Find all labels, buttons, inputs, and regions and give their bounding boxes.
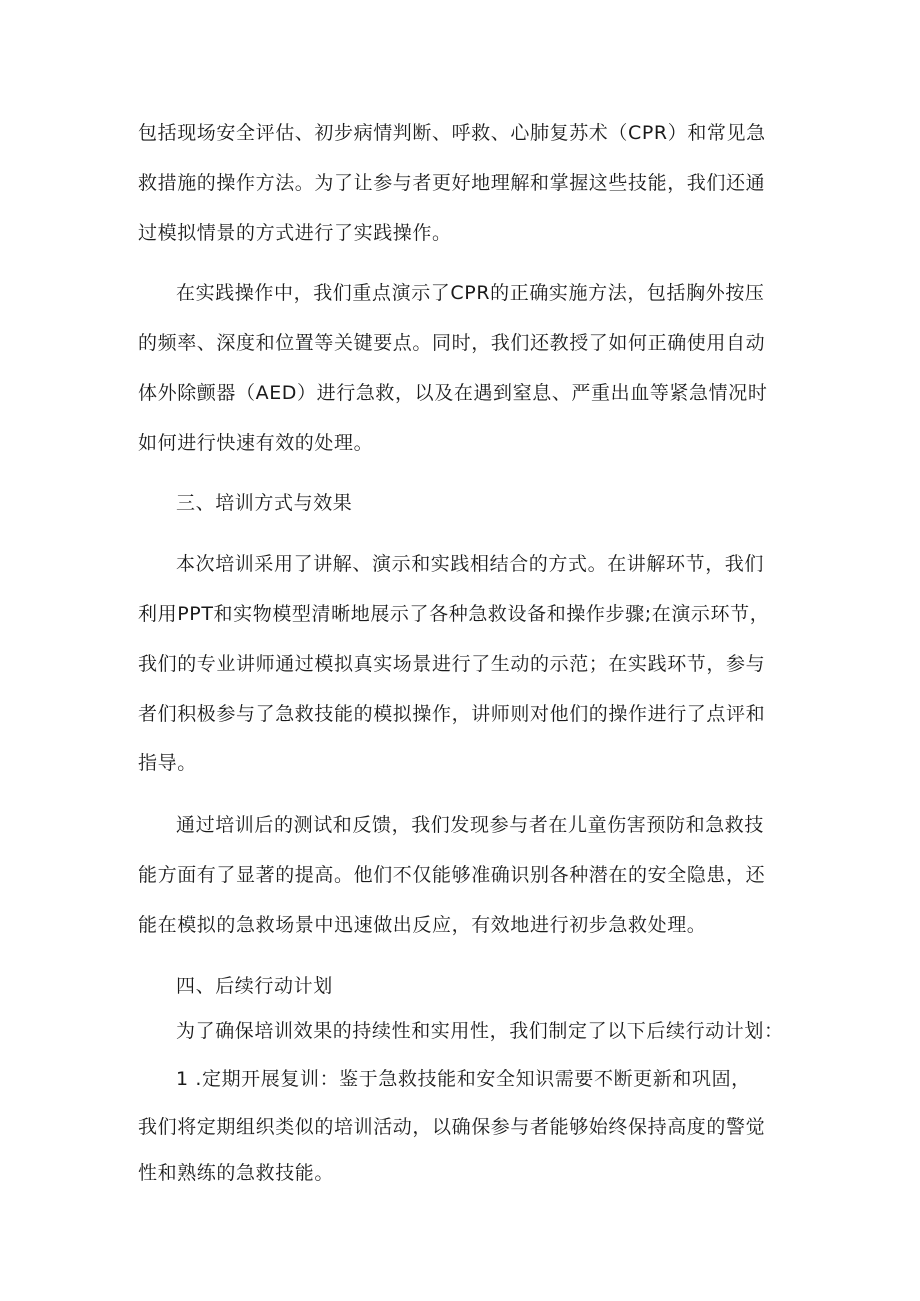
item1-line-3: 性和熟练的急救技能。 bbox=[138, 1162, 335, 1184]
para3-line-3: 我们的专业讲师通过模拟真实场景进行了生动的示范；在实践环节，参与 bbox=[138, 653, 766, 675]
para4-line-3: 能在模拟的急救场景中迅速做出反应，有效地进行初步急救处理。 bbox=[138, 914, 707, 936]
para4-line-2: 能方面有了显著的提高。他们不仅能够准确识别各种潜在的安全隐患，还 bbox=[138, 864, 766, 886]
para3-line-1: 本次培训采用了讲解、演示和实践相结合的方式。在讲解环节，我们 bbox=[176, 553, 765, 575]
para1-line-1: 包括现场安全评估、初步病情判断、呼救、心肺复苏术（CPR）和常见急 bbox=[138, 122, 766, 144]
item1-line-2: 我们将定期组织类似的培训活动，以确保参与者能够始终保持高度的警觉 bbox=[138, 1116, 766, 1138]
para2-line-1: 在实践操作中，我们重点演示了CPR的正确实施方法，包括胸外按压 bbox=[176, 282, 765, 304]
para1-line-3: 过模拟情景的方式进行了实践操作。 bbox=[138, 222, 452, 244]
section-heading-3: 三、培训方式与效果 bbox=[176, 492, 353, 514]
item1-line-1: 1 .定期开展复训：鉴于急救技能和安全知识需要不断更新和巩固， bbox=[176, 1068, 751, 1090]
para5-line-1: 为了确保培训效果的持续性和实用性，我们制定了以下后续行动计划： bbox=[176, 1020, 784, 1042]
para3-line-4: 者们积极参与了急救技能的模拟操作，讲师则对他们的操作进行了点评和 bbox=[138, 703, 766, 725]
para2-line-4: 如何进行快速有效的处理。 bbox=[138, 432, 374, 454]
para2-line-2: 的频率、深度和位置等关键要点。同时，我们还教授了如何正确使用自动 bbox=[138, 332, 766, 354]
para2-line-3: 体外除颤器（AED）进行急救，以及在遇到窒息、严重出血等紧急情况时 bbox=[138, 382, 768, 404]
para4-line-1: 通过培训后的测试和反馈，我们发现参与者在儿童伤害预防和急救技 bbox=[176, 814, 765, 836]
para3-line-2: 利用PPT和实物模型清晰地展示了各种急救设备和操作步骤;在演示环节， bbox=[138, 603, 770, 625]
section-heading-4: 四、后续行动计划 bbox=[176, 975, 333, 997]
para1-line-2: 救措施的操作方法。为了让参与者更好地理解和掌握这些技能，我们还通 bbox=[138, 172, 766, 194]
para3-line-5: 指导。 bbox=[138, 752, 197, 774]
